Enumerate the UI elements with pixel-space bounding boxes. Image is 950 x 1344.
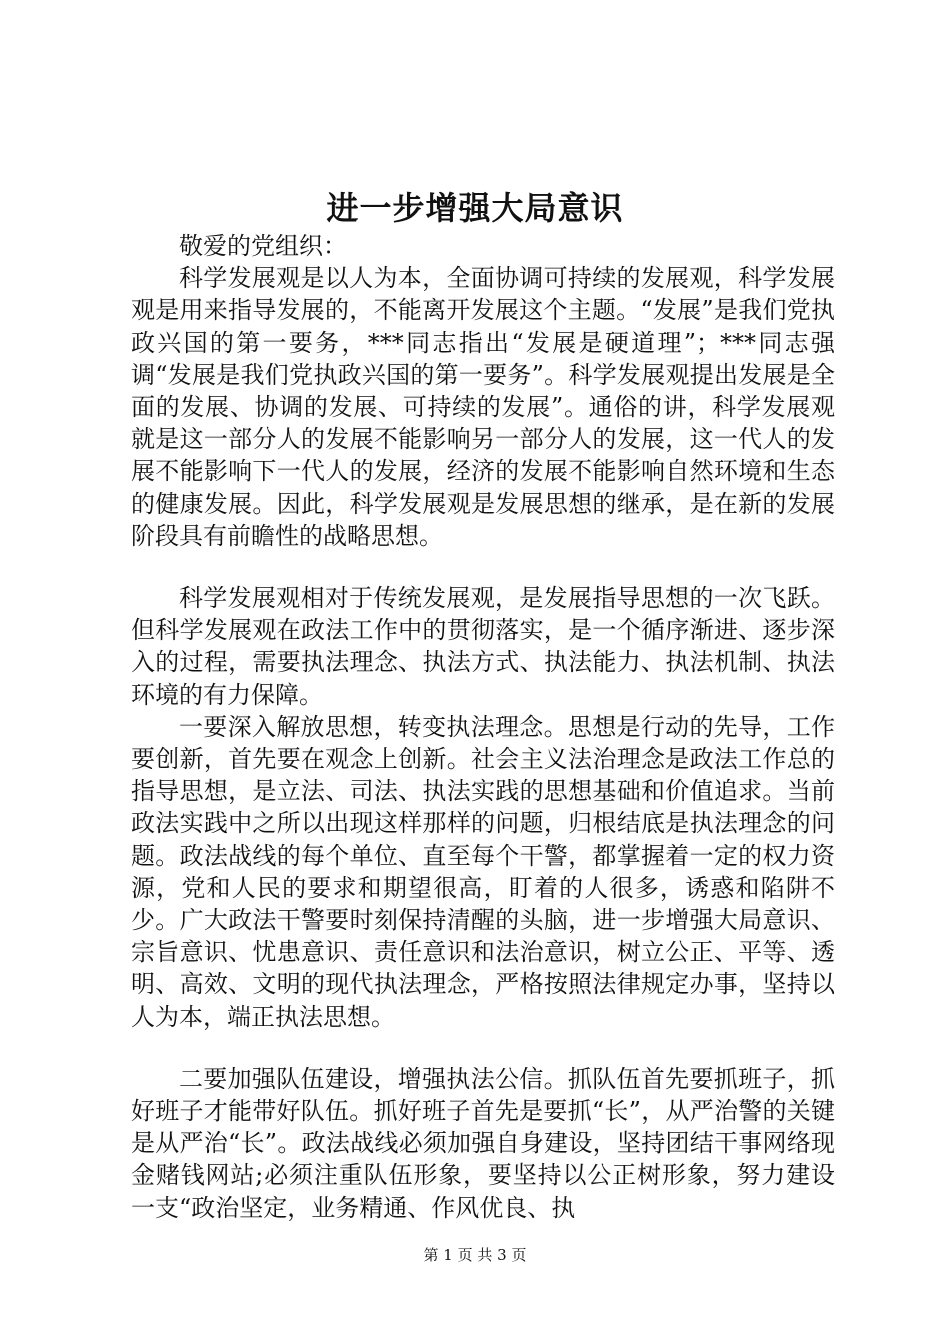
paragraph-3: 一要深入解放思想，转变执法理念。思想是行动的先导，工作要创新，首先要在观念上创新。社会主义法治理念是政法工作总的指导思想，是立法、司法、执法实践的思想基础和价值追求。当前政法实践中之所以出现这样那样的问题，归根结底是执法理念的问题。政法战线的每个单位、直至每个干警，都掌握着一定的权力资源，党和人民的要求和期望很高，盯着的人很多，诱惑和陷阱不少。广大政法干警要时刻保持清醒的头脑，进一步增强大局意识、宗旨意识、忧患意识、责任意识和法治意识，树立公正、平等、透明、高效、文明的现代执法理念，严格按照法律规定办事，坚持以人为本，端正执法思想。: [131, 712, 835, 1031]
page-number-footer: 第 1 页 共 3 页: [423, 1246, 527, 1264]
document-body: [131, 230, 835, 1224]
paragraph-2: 科学发展观相对于传统发展观，是发展指导思想的一次飞跃。但科学发展观在政法工作中的贯彻落实，是一个循序渐进、逐步深入的过程，需要执法理念、执法方式、执法能力、执法机制、执法环境的有力保障。: [131, 584, 835, 709]
paragraph-4: 二要加强队伍建设，增强执法公信。抓队伍首先要抓班子，抓好班子才能带好队伍。抓好班子首先是要抓“长”，从严治警的关键是从严治“长”。政法战线必须加强自身建设，坚持团结干事网络现金赌钱网站;必须注重队伍形象，要坚持以公正树形象，努力建设一支“政治坚定，业务精通、作风优良、执: [131, 1064, 835, 1222]
paragraph-1: 科学发展观是以人为本，全面协调可持续的发展观，科学发展观是用来指导发展的，不能离开发展这个主题。“发展”是我们党执政兴国的第一要务，***同志指出“发展是硬道理”；***同志强调“发展是我们党执政兴国的第一要务”。科学发展观提出发展是全面的发展、协调的发展、可持续的发展”。通俗的讲，科学发展观就是这一部分人的发展不能影响另一部分人的发展，这一代人的发展不能影响下一代人的发展，经济的发展不能影响自然环境和生态的健康发展。因此，科学发展观是发展思想的继承，是在新的发展阶段具有前瞻性的战略思想。: [131, 264, 835, 550]
salutation: 敬爱的党组织：: [179, 232, 347, 260]
document-title: 进一步增强大局意识: [326, 189, 624, 227]
